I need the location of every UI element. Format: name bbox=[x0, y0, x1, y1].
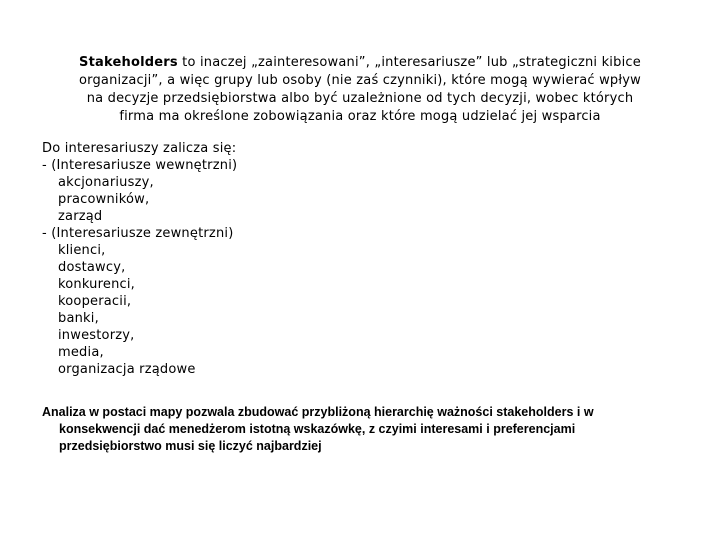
list-item: inwestorzy, bbox=[58, 328, 135, 343]
list-item: media, bbox=[58, 345, 104, 360]
list-item: dostawcy, bbox=[58, 260, 126, 275]
intro-line-3: na decyzje przedsiębiorstwa albo być uzależnione od tych decyzji, wobec których bbox=[86, 91, 634, 106]
intro-bold-term: Stakeholders bbox=[79, 55, 178, 70]
list-item: kooperacii, bbox=[58, 294, 132, 309]
list-lead: Do interesariuszy zalicza się: bbox=[42, 141, 237, 156]
intro-line-2: organizacji”, a więc grupy lub osoby (nie zaś czynniki), które mogą wywierać wpływ bbox=[78, 73, 641, 88]
summary-paragraph bbox=[42, 404, 682, 455]
summary-line-3: przedsiębiorstwo musi się liczyć najbardziej bbox=[59, 439, 322, 453]
intro-line-4: firma ma określone zobowiązania oraz które mogą udzielać jej wsparcia bbox=[119, 109, 601, 124]
intro-paragraph bbox=[40, 54, 680, 126]
group-heading-internal: - (Interesariusze wewnętrzni) bbox=[42, 158, 238, 173]
stakeholder-list bbox=[42, 140, 462, 378]
list-item: konkurenci, bbox=[58, 277, 136, 292]
list-item: banki, bbox=[58, 311, 99, 326]
list-item: organizacja rządowe bbox=[58, 362, 196, 377]
summary-line-1: Analiza w postaci mapy pozwala zbudować przybliżoną hierarchię ważności stakeholders i w bbox=[42, 405, 594, 419]
summary-line-2: konsekwencji dać menedżerom istotną wskazówkę, z czyimi interesami i preferencjami bbox=[59, 422, 576, 436]
list-item: pracowników, bbox=[58, 192, 150, 207]
intro-line-1-rest: to inaczej „zainteresowani”, „interesariusze” lub „strategiczni kibice bbox=[177, 55, 641, 70]
list-item: akcjonariuszy, bbox=[58, 175, 154, 190]
group-heading-external: - (Interesariusze zewnętrzni) bbox=[42, 226, 234, 241]
list-item: zarząd bbox=[58, 209, 103, 224]
intro-line-1 bbox=[40, 54, 680, 72]
list-item: klienci, bbox=[58, 243, 106, 258]
